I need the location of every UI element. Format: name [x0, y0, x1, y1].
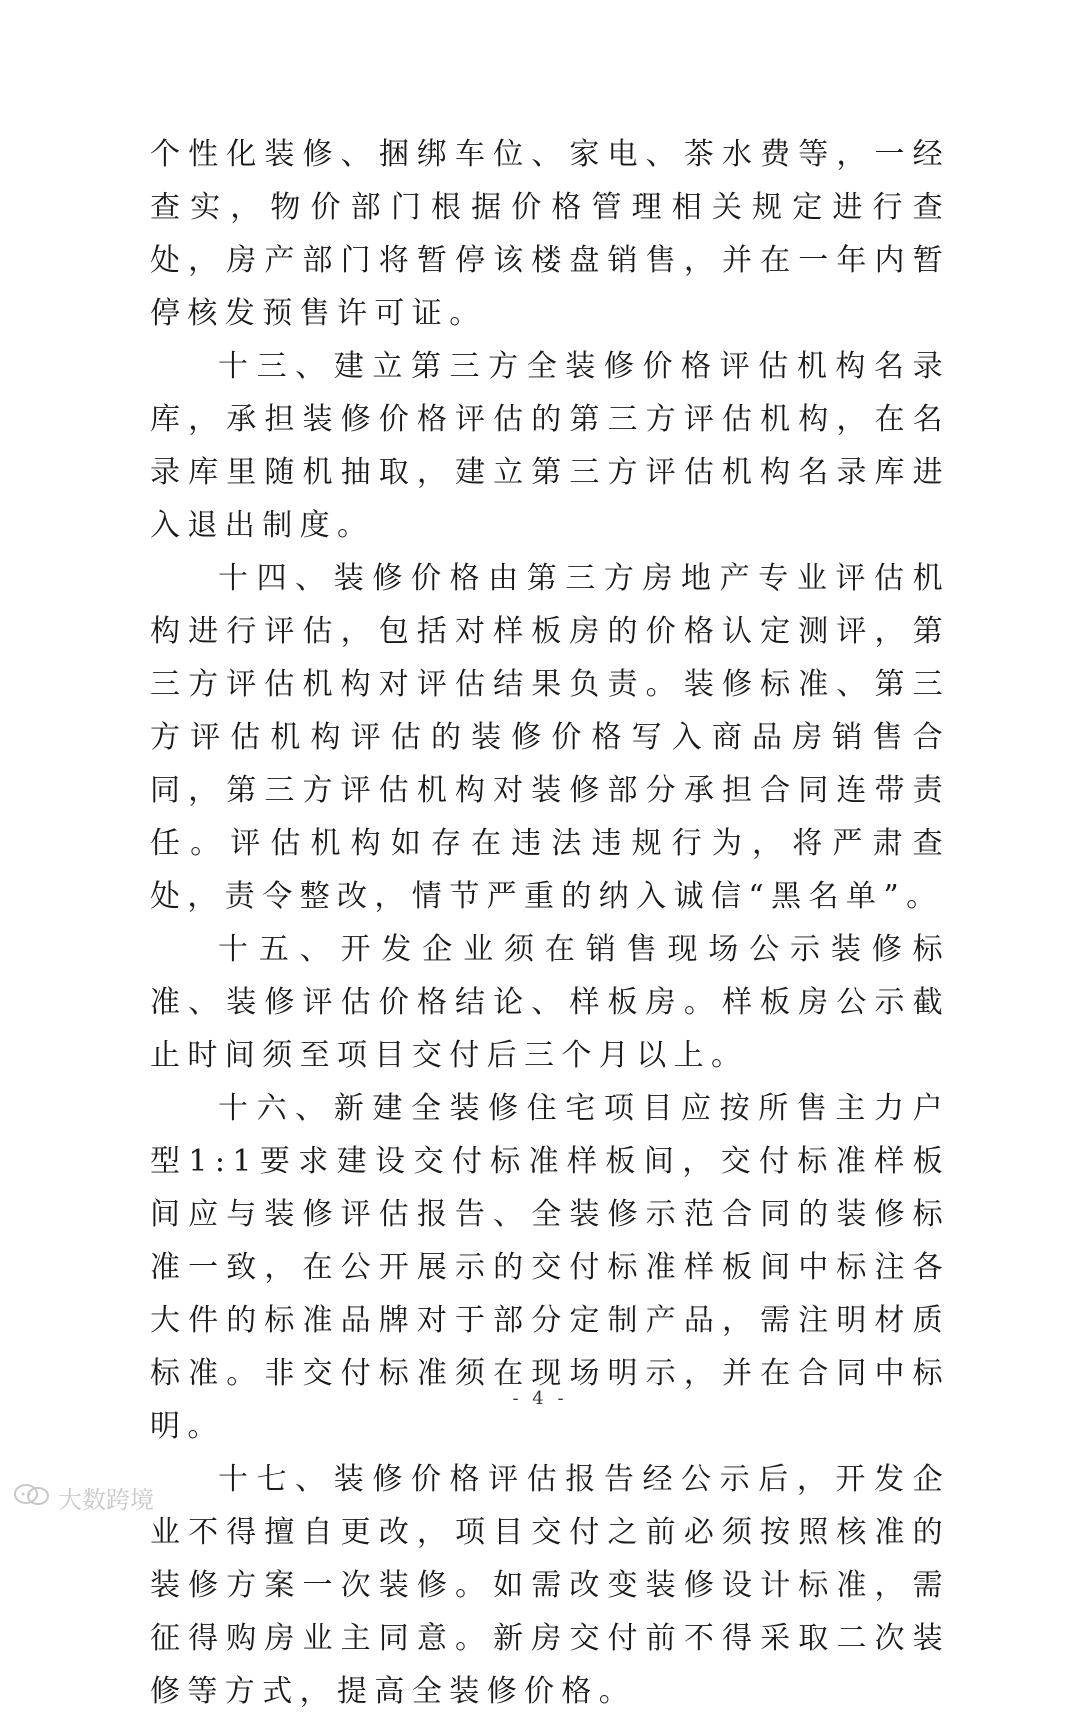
paragraph-item-17: 十七、装修价格评估报告经公示后，开发企业不得擅自更改，项目交付之前必须按照核准的装修方案一次装修。如需改变装修设计标准，需征得购房业主同意。新房交付前不得采取二次装修等方式，提高全装修价格。 — [150, 1462, 950, 1709]
chat-bubble-logo-icon — [12, 1481, 58, 1515]
paragraph-item-14: 十四、装修价格由第三方房地产专业评估机构进行评估，包括对样板房的价格认定测评，第三方评估机构对评估结果负责。装修标准、第三方评估机构评估的装修价格写入商品房销售合同，第三方评估机构对装修部分承担合同连带责任。评估机构如存在违法违规行为，将严肃查处，责令整改，情节严重的纳入诚信“黑名单”。 — [150, 561, 950, 914]
watermark — [12, 1480, 154, 1515]
paragraph-continuation: 个性化装修、捆绑车位、家电、茶水费等，一经查实，物价部门根据价格管理相关规定进行查处，房产部门将暂停该楼盘销售，并在一年内暂停核发预售许可证。 — [150, 137, 950, 331]
document-body — [150, 128, 950, 1718]
paragraph-item-13: 十三、建立第三方全装修价格评估机构名录库，承担装修价格评估的第三方评估机构，在名录库里随机抽取，建立第三方评估机构名录库进入退出制度。 — [150, 349, 950, 543]
paragraph-item-15: 十五、开发企业须在销售现场公示装修标准、装修评估价格结论、样板房。样板房公示截止时间须至项目交付后三个月以上。 — [150, 932, 950, 1073]
watermark-text: 大数跨境 — [58, 1486, 154, 1514]
paragraph-item-16: 十六、新建全装修住宅项目应按所售主力户型1:1要求建设交付标准样板间，交付标准样板间应与装修评估报告、全装修示范合同的装修标准一致，在公开展示的交付标准样板间中标注各大件的标准品牌对于部分定制产品，需注明材质标准。非交付标准须在现场明示，并在合同中标明。 — [150, 1091, 950, 1444]
page-number: - 4 - — [512, 1388, 568, 1409]
